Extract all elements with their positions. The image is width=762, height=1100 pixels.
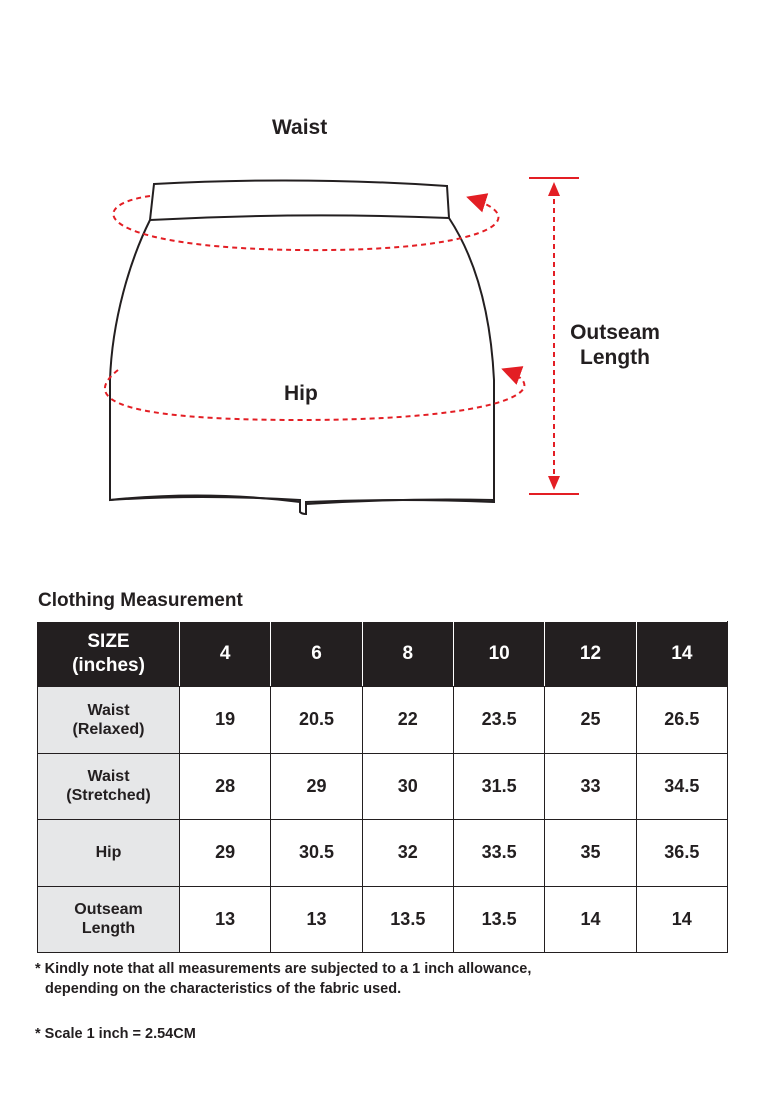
table-cell: 14 xyxy=(545,886,636,953)
table-cell: 30.5 xyxy=(271,820,362,887)
table-cell: 29 xyxy=(271,753,362,820)
shorts-body-outline xyxy=(110,218,494,514)
table-cell: 32 xyxy=(362,820,453,887)
row-label-line2: (Stretched) xyxy=(66,787,151,805)
row-label-line2: (Relaxed) xyxy=(72,720,145,738)
row-label-line2: Length xyxy=(81,920,136,938)
row-label xyxy=(38,820,180,887)
size-col-header: 14 xyxy=(636,622,727,687)
size-header-line1: SIZE xyxy=(87,631,130,652)
row-label-line1: Outseam xyxy=(74,901,143,919)
table-cell: 19 xyxy=(180,687,271,754)
table-row xyxy=(38,886,728,953)
size-col-header: 10 xyxy=(453,622,544,687)
table-cell: 34.5 xyxy=(636,753,727,820)
allowance-note-line2: depending on the characteristics of the fabric used. xyxy=(45,981,402,997)
table-cell: 33.5 xyxy=(453,820,544,887)
waistband-outline xyxy=(150,180,449,220)
table-cell: 31.5 xyxy=(453,753,544,820)
size-col-header: 8 xyxy=(362,622,453,687)
section-title: Clothing Measurement xyxy=(38,590,243,611)
table-cell: 35 xyxy=(545,820,636,887)
outseam-label xyxy=(566,320,664,370)
allowance-note xyxy=(35,959,531,999)
table-cell: 13.5 xyxy=(453,886,544,953)
outseam-arrow-down xyxy=(548,476,560,490)
table-header-row xyxy=(38,622,728,687)
row-label-line1: Waist xyxy=(87,768,130,786)
row-label-line1: Waist xyxy=(87,701,130,719)
hip-label: Hip xyxy=(284,382,318,405)
outseam-label-line1: Outseam xyxy=(570,321,660,344)
table-row xyxy=(38,820,728,887)
table-cell: 30 xyxy=(362,753,453,820)
row-label xyxy=(38,687,180,754)
table-row xyxy=(38,687,728,754)
size-table xyxy=(37,621,728,953)
table-cell: 29 xyxy=(180,820,271,887)
table-row xyxy=(38,753,728,820)
row-label xyxy=(38,753,180,820)
outseam-label-line2: Length xyxy=(580,346,650,369)
scale-note: * Scale 1 inch = 2.54CM xyxy=(35,1026,196,1042)
table-cell: 13.5 xyxy=(362,886,453,953)
table-cell: 23.5 xyxy=(453,687,544,754)
table-cell: 33 xyxy=(545,753,636,820)
size-col-header: 4 xyxy=(180,622,271,687)
size-header-line2: (inches) xyxy=(72,655,145,676)
size-header xyxy=(38,622,180,687)
allowance-note-line1: * Kindly note that all measurements are subjected to a 1 inch allowance, xyxy=(35,961,532,977)
table-cell: 26.5 xyxy=(636,687,727,754)
size-col-header: 12 xyxy=(545,622,636,687)
row-label xyxy=(38,886,180,953)
size-col-header: 6 xyxy=(271,622,362,687)
row-label-line1: Hip xyxy=(95,844,122,862)
table-cell: 13 xyxy=(180,886,271,953)
table-cell: 22 xyxy=(362,687,453,754)
outseam-arrow-up xyxy=(548,182,560,196)
waist-label: Waist xyxy=(272,116,328,139)
table-cell: 20.5 xyxy=(271,687,362,754)
table-cell: 25 xyxy=(545,687,636,754)
table-cell: 28 xyxy=(180,753,271,820)
table-cell: 14 xyxy=(636,886,727,953)
table-cell: 36.5 xyxy=(636,820,727,887)
table-cell: 13 xyxy=(271,886,362,953)
